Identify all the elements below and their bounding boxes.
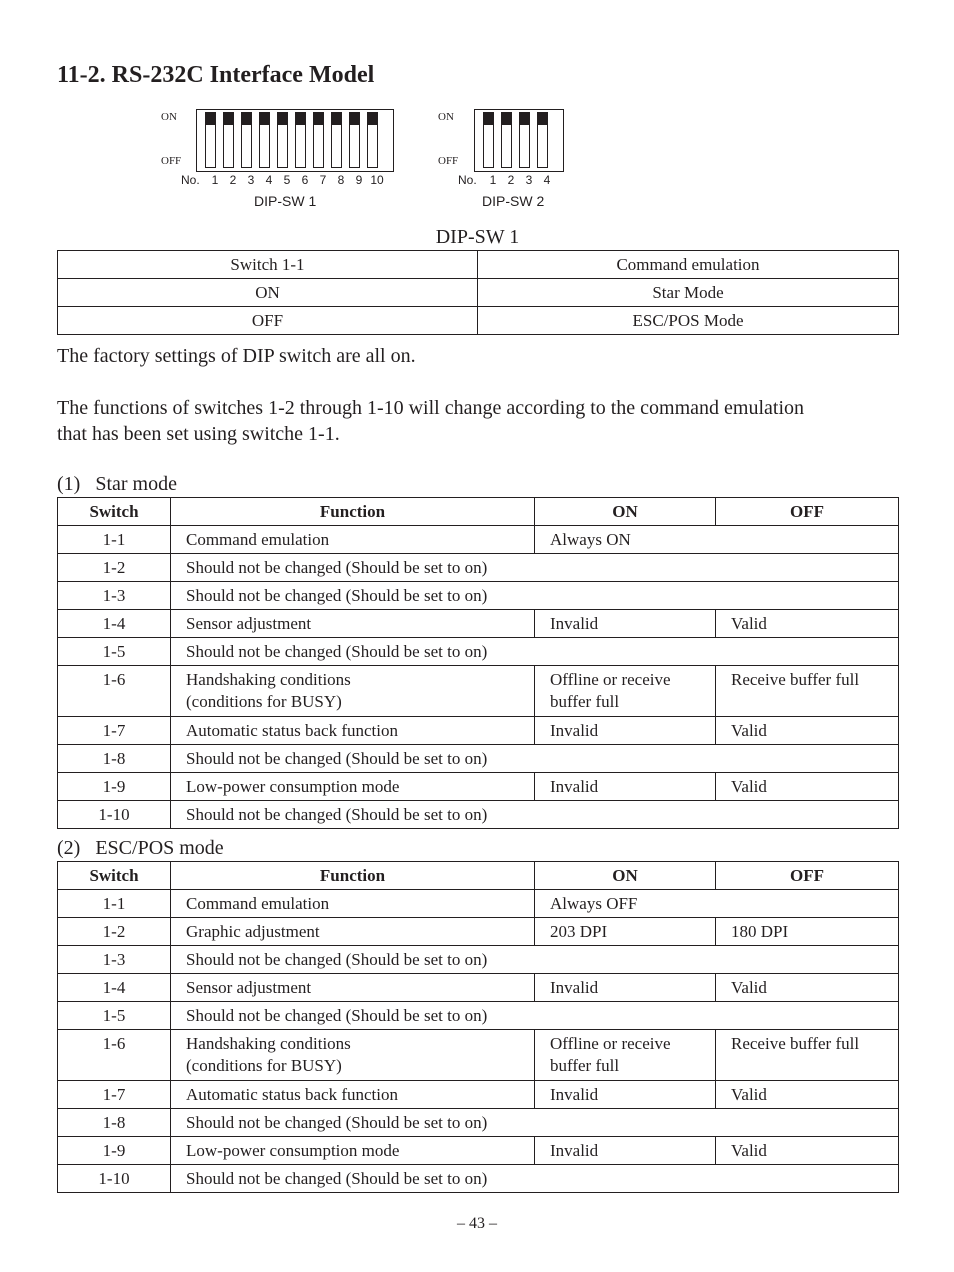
on-cell: [535, 1030, 716, 1081]
header-off: OFF: [716, 498, 899, 526]
caption-text: ESC/POS mode: [95, 837, 224, 859]
function-cell: Command emulation: [171, 526, 535, 554]
switch-cell: 1-8: [58, 745, 171, 773]
table-header-row: [58, 251, 899, 279]
switch-cell: 1-2: [58, 554, 171, 582]
switch-cell: 1-1: [58, 526, 171, 554]
function-cell: Sensor adjustment: [171, 974, 535, 1002]
function-line: Handshaking conditions: [186, 670, 351, 689]
table-row: [58, 307, 899, 335]
on-line: Offline or receive: [550, 1034, 671, 1053]
switch-cell: 1-7: [58, 717, 171, 745]
table-row: [58, 946, 899, 974]
table-row: [58, 1165, 899, 1193]
dip-toggle: [367, 112, 378, 168]
function-cell: Sensor adjustment: [171, 610, 535, 638]
table-cell: OFF: [58, 307, 478, 335]
off-label: OFF: [438, 155, 459, 167]
table-row: [58, 801, 899, 829]
paragraph-line: that has been set using switche 1-1.: [57, 423, 340, 445]
table-cell: ON: [58, 279, 478, 307]
number-prefix-label: No.: [458, 173, 477, 187]
switch-cell: 1-6: [58, 1030, 171, 1081]
switch-number-label: 6: [301, 173, 309, 187]
table-row: [58, 918, 899, 946]
star-mode-table: [57, 497, 899, 829]
table-row: [58, 1137, 899, 1165]
switch-cell: 1-5: [58, 1002, 171, 1030]
table-header-row: [58, 498, 899, 526]
on-label: ON: [438, 111, 454, 123]
switch-number-label: 1: [211, 173, 219, 187]
function-cell: Command emulation: [171, 890, 535, 918]
toggle-knob: [483, 112, 494, 125]
on-cell: Always OFF: [535, 890, 899, 918]
toggle-knob: [349, 112, 360, 125]
header-switch: Switch: [58, 862, 171, 890]
function-line: (conditions for BUSY): [186, 1056, 342, 1075]
toggle-knob: [537, 112, 548, 125]
dip-toggle: [205, 112, 216, 168]
switch-cell: 1-9: [58, 1137, 171, 1165]
toggle-knob: [367, 112, 378, 125]
table-row: [58, 1002, 899, 1030]
function-cell: Should not be changed (Should be set to on): [171, 1109, 899, 1137]
on-cell: Invalid: [535, 1137, 716, 1165]
off-cell: Valid: [716, 974, 899, 1002]
dip-toggle: [295, 112, 306, 168]
page-title: 11-2. RS-232C Interface Model: [57, 62, 375, 88]
header-on: ON: [535, 498, 716, 526]
dip-toggle: [259, 112, 270, 168]
off-cell: Valid: [716, 1081, 899, 1109]
switch-number-label: 8: [337, 173, 345, 187]
switch-cell: 1-9: [58, 773, 171, 801]
table-row: [58, 1030, 899, 1081]
dip-switch-1-housing: [196, 109, 394, 172]
on-cell: [535, 666, 716, 717]
function-cell: [171, 1030, 535, 1081]
toggle-knob: [501, 112, 512, 125]
toggle-knob: [295, 112, 306, 125]
on-line: buffer full: [550, 1056, 620, 1075]
switch-number-label: 9: [355, 173, 363, 187]
table-row: [58, 1109, 899, 1137]
dip-toggle: [313, 112, 324, 168]
on-cell: Always ON: [535, 526, 899, 554]
caption-number: (2): [57, 837, 81, 859]
caption-text: Star mode: [95, 473, 177, 495]
switch-cell: 1-2: [58, 918, 171, 946]
off-cell: Valid: [716, 1137, 899, 1165]
on-cell: Invalid: [535, 1081, 716, 1109]
toggle-knob: [241, 112, 252, 125]
table-row: [58, 582, 899, 610]
function-cell: Low-power consumption mode: [171, 1137, 535, 1165]
switch-cell: 1-4: [58, 974, 171, 1002]
number-prefix-label: No.: [181, 173, 200, 187]
table-row: [58, 610, 899, 638]
toggle-knob: [205, 112, 216, 125]
on-cell: Invalid: [535, 773, 716, 801]
table-cell: ESC/POS Mode: [478, 307, 899, 335]
dip-switch-2-caption: DIP-SW 2: [482, 193, 545, 209]
table-row: [58, 717, 899, 745]
function-line: Handshaking conditions: [186, 1034, 351, 1053]
table-row: [58, 666, 899, 717]
table-row: [58, 974, 899, 1002]
header-function: Function: [171, 498, 535, 526]
switch-cell: 1-10: [58, 1165, 171, 1193]
switch-cell: 1-1: [58, 890, 171, 918]
dip-toggle: [349, 112, 360, 168]
function-line: (conditions for BUSY): [186, 692, 342, 711]
switch-cell: 1-5: [58, 638, 171, 666]
dip-toggle: [241, 112, 252, 168]
switch-number-label: 10: [370, 173, 384, 187]
factory-settings-note: The factory settings of DIP switch are all on.: [57, 345, 416, 367]
header-on: ON: [535, 862, 716, 890]
header-function: Function: [171, 862, 535, 890]
switch-number-label: 3: [525, 173, 533, 187]
off-cell: Receive buffer full: [716, 666, 899, 717]
header-cell: Command emulation: [478, 251, 899, 279]
header-off: OFF: [716, 862, 899, 890]
switch-cell: 1-3: [58, 946, 171, 974]
off-cell: Receive buffer full: [716, 1030, 899, 1081]
on-cell: 203 DPI: [535, 918, 716, 946]
table-row: [58, 526, 899, 554]
switch-cell: 1-7: [58, 1081, 171, 1109]
dip-switch-2-housing: [474, 109, 564, 172]
switch-cell: 1-10: [58, 801, 171, 829]
toggle-knob: [313, 112, 324, 125]
header-switch: Switch: [58, 498, 171, 526]
on-cell: Invalid: [535, 610, 716, 638]
function-cell: Should not be changed (Should be set to on): [171, 946, 899, 974]
dipsw1-table-title: DIP-SW 1: [435, 226, 520, 248]
function-cell: Should not be changed (Should be set to on): [171, 1002, 899, 1030]
switch-number-label: 2: [507, 173, 515, 187]
switch-cell: 1-3: [58, 582, 171, 610]
function-cell: Should not be changed (Should be set to on): [171, 801, 899, 829]
dip-toggle: [277, 112, 288, 168]
on-label: ON: [161, 111, 177, 123]
off-cell: Valid: [716, 717, 899, 745]
function-cell: Should not be changed (Should be set to on): [171, 745, 899, 773]
escpos-mode-caption: [57, 837, 224, 860]
function-cell: Should not be changed (Should be set to on): [171, 638, 899, 666]
switch-number-label: 3: [247, 173, 255, 187]
dip-switch-1-caption: DIP-SW 1: [254, 193, 317, 209]
off-label: OFF: [161, 155, 182, 167]
switch-number-label: 7: [319, 173, 327, 187]
star-mode-caption: [57, 473, 177, 496]
toggle-knob: [519, 112, 530, 125]
dip-toggle: [537, 112, 548, 168]
header-cell: Switch 1-1: [58, 251, 478, 279]
table-cell: Star Mode: [478, 279, 899, 307]
table-row: [58, 745, 899, 773]
table-header-row: [58, 862, 899, 890]
switch-number-label: 4: [543, 173, 551, 187]
off-cell: Valid: [716, 610, 899, 638]
function-cell: Should not be changed (Should be set to on): [171, 582, 899, 610]
toggle-knob: [223, 112, 234, 125]
table-row: [58, 773, 899, 801]
function-cell: Automatic status back function: [171, 717, 535, 745]
switch-number-label: 5: [283, 173, 291, 187]
table-row: [58, 890, 899, 918]
page-number: – 43 –: [457, 1215, 497, 1232]
switch-number-label: 1: [489, 173, 497, 187]
function-cell: [171, 666, 535, 717]
switch-cell: 1-4: [58, 610, 171, 638]
dip-toggle: [501, 112, 512, 168]
on-cell: Invalid: [535, 974, 716, 1002]
caption-number: (1): [57, 473, 81, 495]
dip-toggle: [331, 112, 342, 168]
table-row: [58, 279, 899, 307]
toggle-knob: [277, 112, 288, 125]
table-row: [58, 1081, 899, 1109]
paragraph-line: The functions of switches 1-2 through 1-10 will change according to the command emulation: [57, 397, 805, 419]
switch-cell: 1-8: [58, 1109, 171, 1137]
dip-toggle: [483, 112, 494, 168]
switch-number-label: 4: [265, 173, 273, 187]
switch-number-label: 2: [229, 173, 237, 187]
function-cell: Low-power consumption mode: [171, 773, 535, 801]
dipsw1-table: [57, 250, 899, 335]
table-row: [58, 554, 899, 582]
toggle-knob: [331, 112, 342, 125]
function-cell: Automatic status back function: [171, 1081, 535, 1109]
function-cell: Graphic adjustment: [171, 918, 535, 946]
dip-toggle: [519, 112, 530, 168]
table-row: [58, 638, 899, 666]
escpos-mode-table: [57, 861, 899, 1193]
switch-cell: 1-6: [58, 666, 171, 717]
function-cell: Should not be changed (Should be set to on): [171, 554, 899, 582]
toggle-knob: [259, 112, 270, 125]
on-cell: Invalid: [535, 717, 716, 745]
dip-toggle: [223, 112, 234, 168]
on-line: buffer full: [550, 692, 620, 711]
on-line: Offline or receive: [550, 670, 671, 689]
off-cell: Valid: [716, 773, 899, 801]
function-cell: Should not be changed (Should be set to on): [171, 1165, 899, 1193]
off-cell: 180 DPI: [716, 918, 899, 946]
